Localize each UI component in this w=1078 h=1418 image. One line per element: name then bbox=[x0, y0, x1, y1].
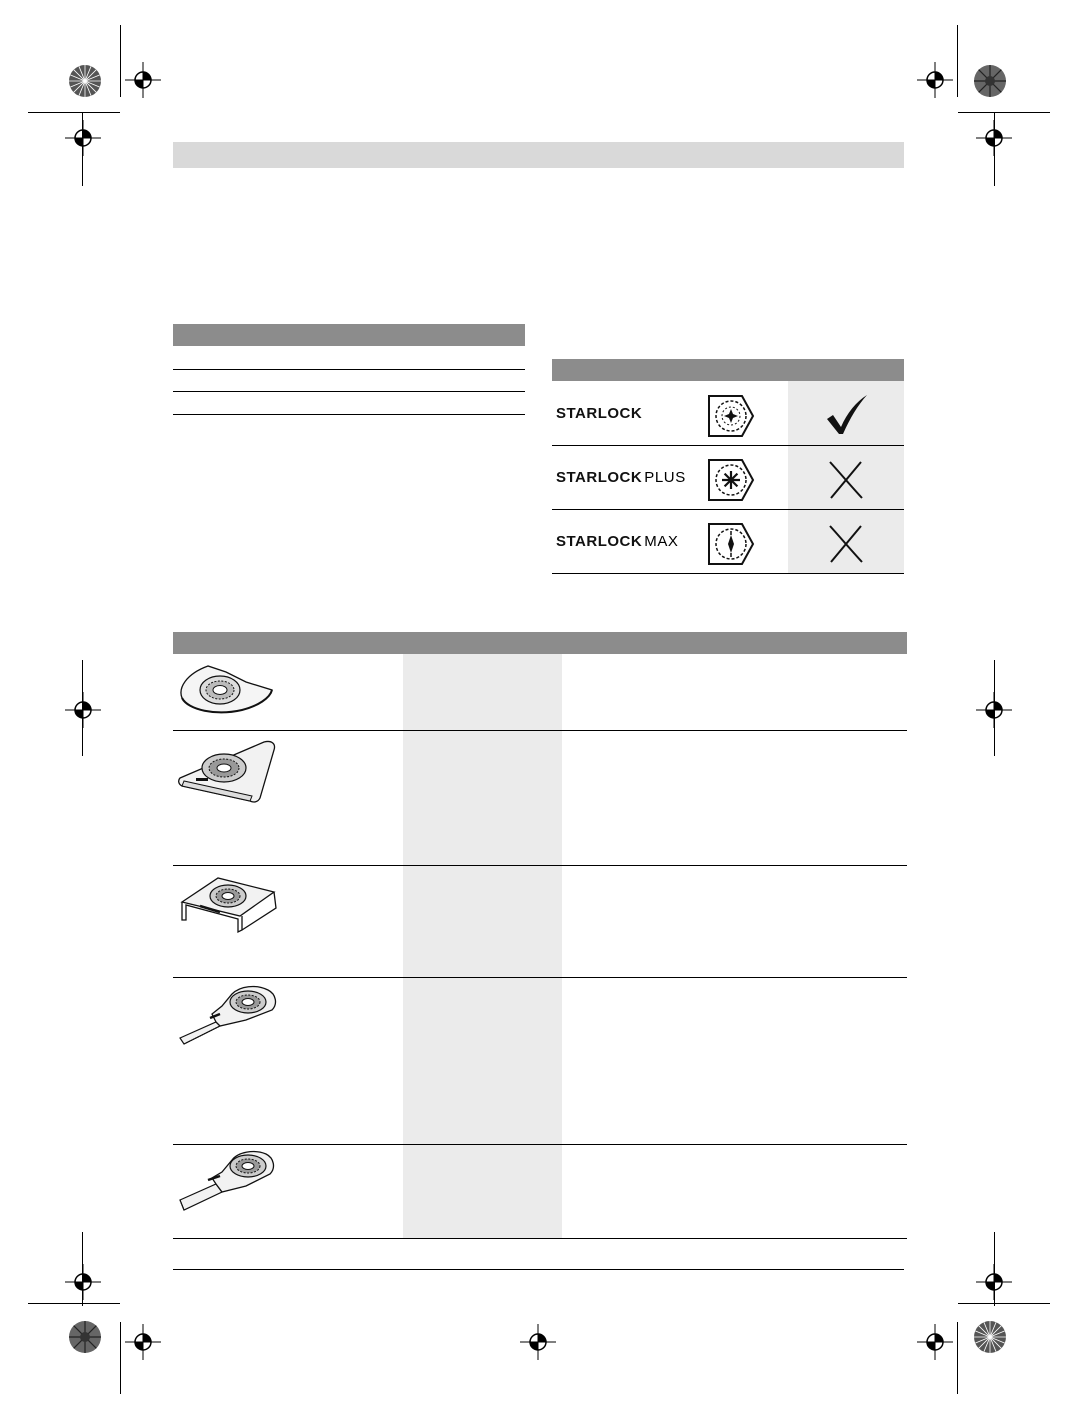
table-row-divider bbox=[552, 509, 904, 510]
plunge-cut-saw-blade-narrow-icon bbox=[176, 984, 282, 1048]
registration-target-icon bbox=[65, 1264, 101, 1300]
accessories-shaded-column bbox=[403, 654, 562, 1238]
table-row-divider bbox=[173, 865, 907, 866]
color-calibration-disc-icon bbox=[68, 1320, 102, 1354]
registration-target-icon bbox=[65, 120, 101, 156]
starlock-plus-interface-icon bbox=[706, 457, 756, 503]
cross-mark-icon bbox=[826, 523, 866, 565]
page-footer-rule bbox=[173, 1269, 904, 1270]
registration-target-icon bbox=[976, 120, 1012, 156]
color-calibration-disc-icon bbox=[68, 64, 102, 98]
table-row-divider bbox=[173, 977, 907, 978]
left-table-header bbox=[173, 324, 525, 346]
compat-table-header bbox=[552, 359, 904, 381]
table-row-divider bbox=[173, 391, 525, 392]
table-row-divider bbox=[173, 414, 525, 415]
registration-target-icon bbox=[65, 692, 101, 728]
registration-target-icon bbox=[125, 1324, 161, 1360]
check-mark-icon bbox=[824, 393, 870, 437]
table-row-divider bbox=[552, 445, 904, 446]
table-row-divider bbox=[552, 573, 904, 574]
table-row-divider bbox=[173, 1144, 907, 1145]
delta-sanding-plate-icon bbox=[176, 738, 278, 804]
brand-suffix: PLUS bbox=[644, 469, 686, 486]
table-row-divider bbox=[173, 369, 525, 370]
page-header-band bbox=[173, 142, 904, 168]
color-calibration-disc-icon bbox=[973, 64, 1007, 98]
starlock-max-interface-icon bbox=[706, 521, 756, 567]
registration-target-icon bbox=[520, 1324, 556, 1360]
compat-row bbox=[556, 469, 686, 486]
brand-logo: STARLOCK bbox=[556, 533, 643, 550]
scraper-blade-icon bbox=[176, 872, 282, 934]
registration-target-icon bbox=[976, 692, 1012, 728]
accessories-table-header bbox=[173, 632, 907, 654]
registration-target-icon bbox=[125, 62, 161, 98]
segment-saw-blade-icon bbox=[176, 660, 276, 720]
color-calibration-disc-icon bbox=[973, 1320, 1007, 1354]
cross-mark-icon bbox=[826, 459, 866, 501]
registration-target-icon bbox=[917, 62, 953, 98]
table-row-divider bbox=[173, 730, 907, 731]
compat-row bbox=[556, 405, 644, 422]
compat-row bbox=[556, 533, 679, 550]
starlock-interface-icon bbox=[706, 393, 756, 439]
plunge-cut-saw-blade-wide-icon bbox=[176, 1150, 282, 1214]
registration-target-icon bbox=[917, 1324, 953, 1360]
brand-suffix: MAX bbox=[644, 533, 679, 550]
registration-target-icon bbox=[976, 1264, 1012, 1300]
brand-logo: STARLOCK bbox=[556, 405, 643, 422]
brand-logo: STARLOCK bbox=[556, 469, 643, 486]
table-row-divider bbox=[173, 1238, 907, 1239]
